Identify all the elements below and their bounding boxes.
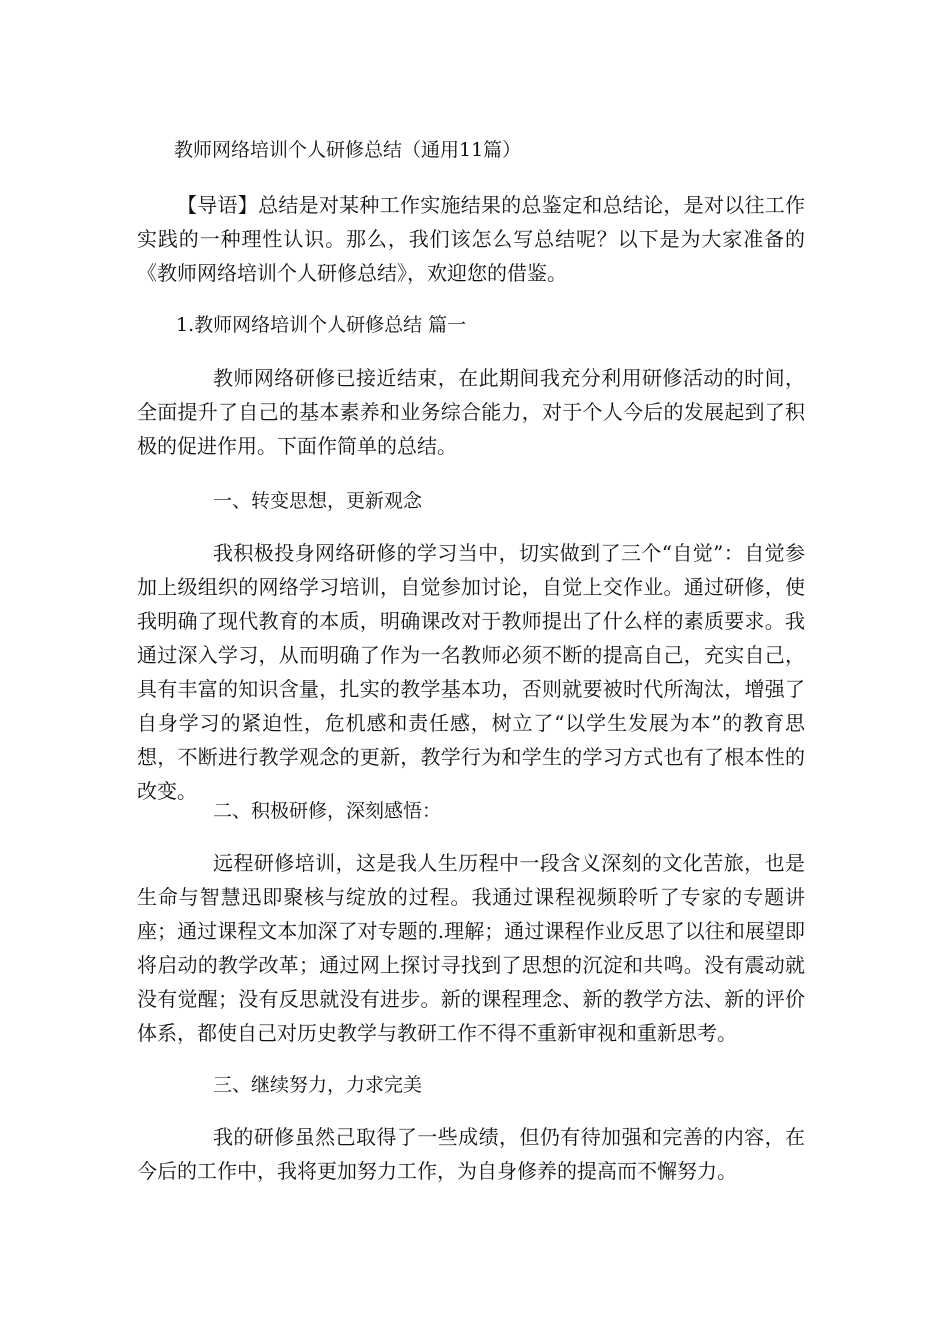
section-1-paragraph: 教师网络研修已接近结束，在此期间我充分利用研修活动的时间，全面提升了自己的基本素养和业务综合能力，对于个人今后的发展起到了积极的促进作用。下面作简单的总结。	[137, 366, 805, 458]
heading-3: 三、继续努力，力求完美	[213, 1074, 423, 1096]
section-1-title: 1.教师网络培训个人研修总结 篇一	[176, 314, 467, 336]
paragraph-heading-3: 我的研修虽然己取得了一些成绩，但仍有待加强和完善的内容，在今后的工作中，我将更加努力工作，为自身修养的提高而不懈努力。	[137, 1125, 805, 1183]
document-title: 教师网络培训个人研修总结（通用11篇）	[174, 139, 522, 161]
paragraph-heading-1: 我积极投身网络研修的学习当中，切实做到了三个“自觉”：自觉参加上级组织的网络学习培训，自觉参加讨论，自觉上交作业。通过研修，使我明确了现代教育的本质，明确课改对于教师提出了什么样的素质要求。我通过深入学习，从而明确了作为一名教师必须不断的提高自己，充实自己，具有丰富的知识含量，扎实的教学基本功，否则就要被时代所淘汰，增强了自身学习的紧迫性，危机感和责任感，树立了“以学生发展为本”的教育思想，不断进行教学观念的更新，教学行为和学生的学习方式也有了根本性的改变。	[137, 541, 805, 803]
heading-2: 二、积极研修，深刻感悟：	[213, 800, 442, 822]
paragraph-heading-2: 远程研修培训，这是我人生历程中一段含义深刻的文化苦旅，也是生命与智慧迅即聚核与绽放的过程。我通过课程视频聆听了专家的专题讲座；通过课程文本加深了对专题的.理解；通过课程作业反思了以往和展望即将启动的教学改革；通过网上探讨寻找到了思想的沉淀和共鸣。没有震动就没有觉醒；没有反思就没有进步。新的课程理念、新的教学方法、新的评价体系，都使自己对历史教学与教研工作不得不重新审视和重新思考。	[137, 851, 805, 1045]
intro-paragraph: 【导语】总结是对某种工作实施结果的总鉴定和总结论，是对以往工作实践的一种理性认识。那么，我们该怎么写总结呢？以下是为大家准备的《教师网络培训个人研修总结》，欢迎您的借鉴。	[137, 193, 805, 285]
heading-1: 一、转变思想，更新观念	[213, 490, 423, 512]
